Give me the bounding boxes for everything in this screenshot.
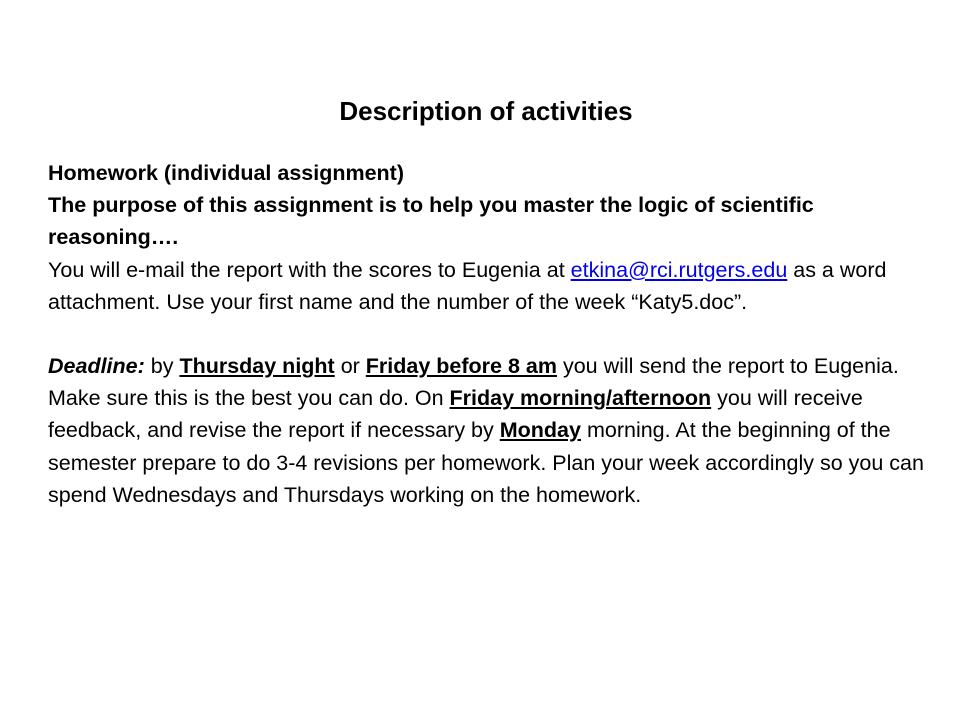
deadline-text-5: morning. At the beginning of the semester prepare to do 3-4 revisions per homework. Plan your week accordingly so you can spend Wednesdays and Thursdays working on the homework. — [48, 418, 924, 507]
deadline-text-4: you will receive feedback, and revise the report if necessary by — [48, 386, 863, 443]
email-instruction-before: You will e-mail the report with the scores to Eugenia at — [48, 257, 571, 282]
deadline-monday: Monday — [499, 418, 581, 443]
deadline-thursday-night: Thursday night — [179, 354, 335, 379]
deadline-text-3: you will send the report to Eugenia. Make sure this is the best you can do. On — [48, 354, 899, 411]
email-link[interactable]: etkina@rci.rutgers.edu — [570, 257, 788, 282]
paragraph-gap — [48, 318, 928, 350]
slide-body — [48, 157, 928, 511]
deadline-text-2: or — [334, 354, 366, 379]
deadline-friday-before: Friday before 8 am — [365, 354, 557, 379]
homework-heading: Homework (individual assignment) — [48, 161, 404, 185]
homework-purpose: The purpose of this assignment is to help you master the logic of scientific reasoning…. — [48, 193, 814, 250]
deadline-friday-morning: Friday morning/afternoon — [449, 386, 712, 411]
deadline-text-1: by — [144, 354, 180, 379]
email-instruction-after: as a word attachment. Use your first name and the number of the week “Katy5.doc”. — [48, 257, 887, 314]
slide-title: Description of activities — [339, 96, 633, 126]
deadline-label: Deadline: — [48, 354, 145, 379]
